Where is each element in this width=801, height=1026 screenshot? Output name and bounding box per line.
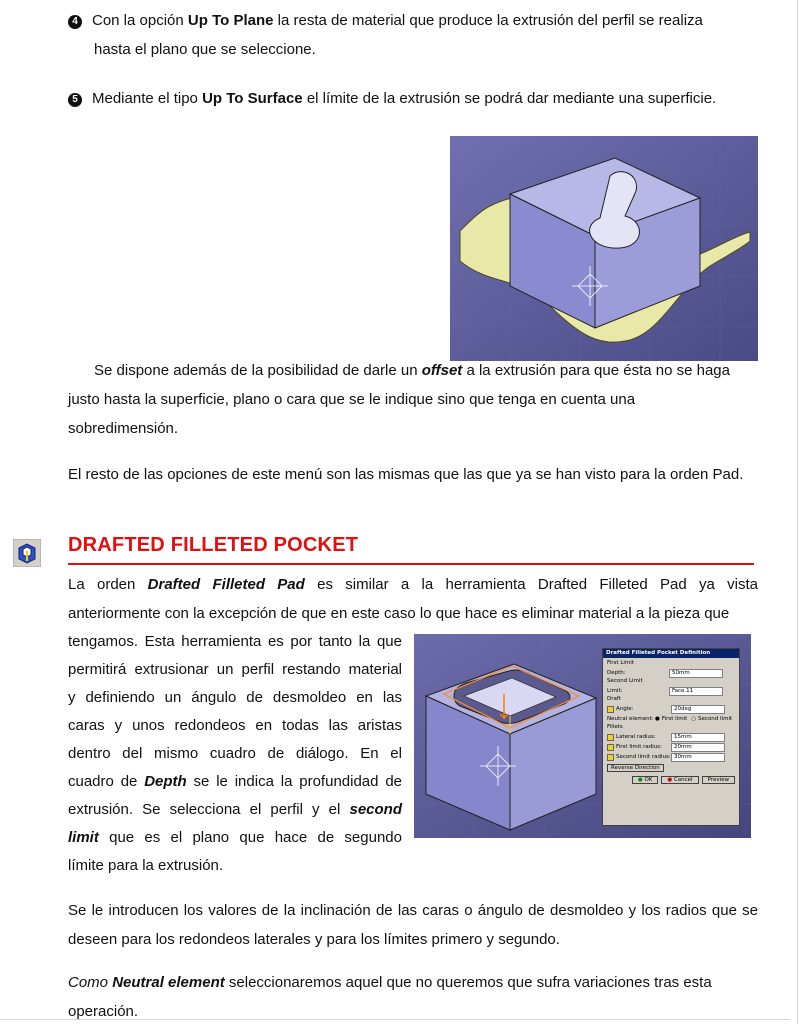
bullet-up-to-plane: 4 Con la opción Up To Plane la resta de material que produce la extrusión del perfil se realiza hasta el plano que se seleccione.: [68, 6, 768, 64]
first-radius-checkbox[interactable]: [607, 744, 614, 751]
cancel-icon: ●: [667, 777, 673, 783]
intro-paragraph: La orden Drafted Filleted Pad es similar a la herramienta Drafted Filleted Pad ya vista anteriormente con la excepción de que en este caso lo que hace es eliminar material a la pieza que: [68, 576, 759, 622]
angle-input[interactable]: 20deg: [671, 705, 725, 714]
ok-icon: ●: [637, 777, 643, 783]
bullet-number-5: 5: [68, 93, 82, 107]
second-radius-checkbox[interactable]: [607, 754, 614, 761]
up-to-surface-figure: [450, 136, 758, 361]
dialog-title-bar[interactable]: Drafted Filleted Pocket Definition: [603, 649, 739, 658]
bullet-up-to-surface: 5 Mediante el tipo Up To Surface el límite de la extrusión se podrá dar mediante una superficie.: [68, 84, 768, 113]
heading-underline: [68, 563, 754, 565]
values-paragraph: Se le introducen los valores de la inclinación de las caras o ángulo de desmoldeo y los radios que se deseen para los redondeos laterales y para los límites primero y segundo.: [68, 902, 758, 948]
drafted-pocket-figure: [414, 634, 751, 838]
page-right-border: [797, 0, 798, 1024]
cancel-button[interactable]: ● Cancel: [661, 776, 698, 784]
lateral-checkbox[interactable]: [607, 734, 614, 741]
bullet-number-4: 4: [68, 15, 82, 29]
neutral-element-paragraph: Como Neutral element seleccionaremos aquel que no queremos que sufra variaciones tras esta operación.: [68, 974, 712, 1020]
reverse-direction-button[interactable]: Reverse Direction: [607, 764, 664, 772]
ok-button[interactable]: ● OK: [632, 776, 659, 784]
second-limit-radio[interactable]: ○: [691, 716, 697, 722]
first-radius-input[interactable]: 20mm: [671, 743, 725, 752]
lateral-input[interactable]: 15mm: [671, 733, 725, 742]
preview-button[interactable]: Preview: [702, 776, 735, 784]
dialog-window: Drafted Filleted Pocket Definition First Limit Depth: 50mm Second Limit Limit: Face.11 Draft Angle: 20deg Neutral element: ● First limit ○ Second limit Fillets Lateral radius: 15mm First limit radius: 20mm Second limit radius: 30mm Reverse Direction ● OK ● Cancel Preview: [602, 648, 740, 826]
angle-checkbox[interactable]: [607, 706, 614, 713]
second-radius-input[interactable]: 30mm: [671, 753, 725, 762]
side-text-block: tengamos. Esta herramienta es por tanto la que permitirá extrusionar un perfil restando material y definiendo un ángulo de desmoldeo en las caras y unos redondeos en todas las aristas dentro del mismo cuadro de diálogo. En el cuadro de Depth se le indica la profundidad de extrusión. Se selecciona el perfil y el second limit que es el plano que hace de segundo límite para la extrusión.: [68, 633, 402, 874]
offset-paragraph: Se dispone además de la posibilidad de darle un offset a la extrusión para que ésta no se haga justo hasta la superficie, plano o cara que se le indique sino que tenga en cuenta una sobredimensión.: [68, 362, 730, 437]
first-limit-radio[interactable]: ●: [655, 716, 660, 722]
rest-options-paragraph: El resto de las opciones de este menú son las mismas que las que ya se han visto para la orden Pad.: [68, 466, 744, 483]
limit-input[interactable]: Face.11: [669, 687, 723, 696]
drafted-filleted-pocket-icon[interactable]: [13, 539, 41, 567]
depth-input[interactable]: 50mm: [669, 669, 723, 678]
section-heading: DRAFTED FILLETED POCKET: [68, 534, 359, 556]
